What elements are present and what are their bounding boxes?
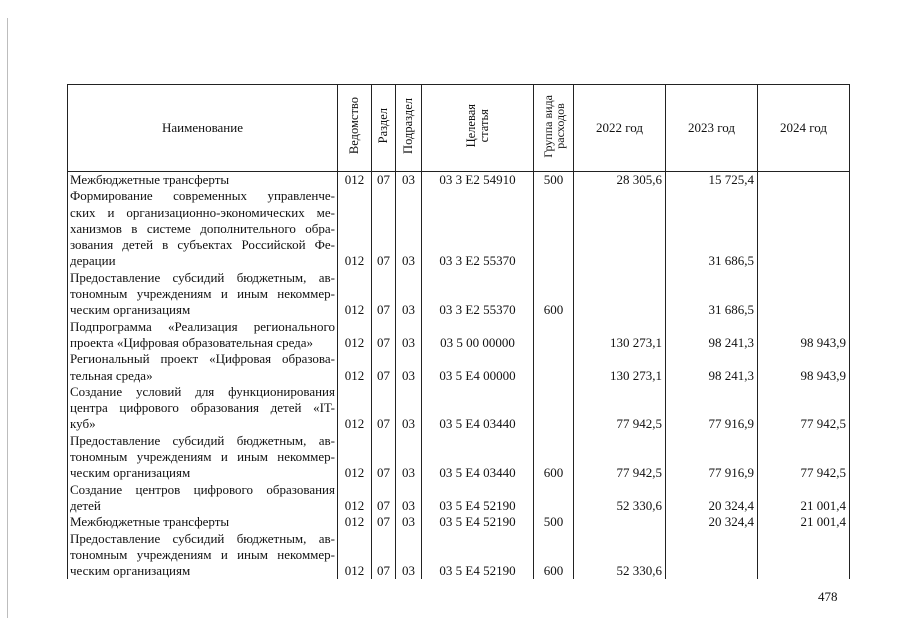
row-value-2024: 21 001,4 xyxy=(758,482,850,515)
row-celevaya-statya: 03 5 E4 03440 xyxy=(422,384,534,433)
row-name-line: проекта «Цифровая образовательная среда» xyxy=(70,334,314,350)
row-value-2022: 28 305,6 xyxy=(574,172,666,189)
row-value-2022 xyxy=(574,188,666,269)
row-podrazdel: 03 xyxy=(396,384,422,433)
row-celevaya-statya: 03 3 E2 54910 xyxy=(422,172,534,189)
row-value-2024 xyxy=(758,172,850,189)
page-number: 478 xyxy=(818,589,838,604)
row-razdel: 07 xyxy=(372,482,396,515)
row-gruppa-rashodov xyxy=(534,188,574,269)
header-gruppa-rashodov: Группа вида расходов xyxy=(534,85,574,172)
row-podrazdel: 03 xyxy=(396,433,422,482)
row-value-2022: 77 942,5 xyxy=(574,433,666,482)
row-value-2022: 77 942,5 xyxy=(574,384,666,433)
scan-edge-line xyxy=(7,18,8,618)
row-name-line: Создание центров цифрового образования xyxy=(70,481,335,497)
row-value-2022: 52 330,6 xyxy=(574,482,666,515)
row-razdel: 07 xyxy=(372,172,396,189)
row-name xyxy=(68,319,338,352)
row-value-2022: 52 330,6 xyxy=(574,531,666,580)
row-gruppa-rashodov: 500 xyxy=(534,514,574,530)
row-value-2023: 98 241,3 xyxy=(666,319,758,352)
row-value-2024: 98 943,9 xyxy=(758,351,850,384)
row-name-line: Межбюджетные трансферты xyxy=(70,514,230,530)
row-name-line: Региональный проект «Цифровая образова- xyxy=(70,351,335,367)
row-vedomstvo: 012 xyxy=(338,188,372,269)
header-2023: 2023 год xyxy=(666,85,758,172)
row-name-line: ских и организационно-экономических ме- xyxy=(70,204,335,220)
row-value-2024: 98 943,9 xyxy=(758,319,850,352)
header-podrazdel: Подраздел xyxy=(396,85,422,172)
row-celevaya-statya: 03 5 00 00000 xyxy=(422,319,534,352)
row-vedomstvo: 012 xyxy=(338,531,372,580)
row-name xyxy=(68,433,338,482)
row-name-line: тельная среда» xyxy=(70,367,153,383)
row-name xyxy=(68,482,338,515)
table-row xyxy=(68,384,850,433)
header-razdel: Раздел xyxy=(372,85,396,172)
row-podrazdel: 03 xyxy=(396,351,422,384)
row-podrazdel: 03 xyxy=(396,531,422,580)
header-celevaya-statya: Целевая статья xyxy=(422,85,534,172)
row-vedomstvo: 012 xyxy=(338,351,372,384)
row-name-line: детей xyxy=(70,497,101,513)
table-row xyxy=(68,351,850,384)
row-value-2022: 130 273,1 xyxy=(574,351,666,384)
row-name-line: тономным учреждениям и иным некоммер- xyxy=(70,286,335,302)
row-name xyxy=(68,270,338,319)
row-razdel: 07 xyxy=(372,384,396,433)
row-vedomstvo: 012 xyxy=(338,384,372,433)
row-gruppa-rashodov xyxy=(534,384,574,433)
row-celevaya-statya: 03 5 E4 00000 xyxy=(422,351,534,384)
row-gruppa-rashodov: 600 xyxy=(534,433,574,482)
row-value-2024 xyxy=(758,531,850,580)
row-celevaya-statya: 03 5 E4 52190 xyxy=(422,482,534,515)
header-2022: 2022 год xyxy=(574,85,666,172)
row-value-2022: 130 273,1 xyxy=(574,319,666,352)
row-name xyxy=(68,188,338,269)
table-row xyxy=(68,433,850,482)
row-value-2023: 20 324,4 xyxy=(666,482,758,515)
header-2024: 2024 год xyxy=(758,85,850,172)
row-razdel: 07 xyxy=(372,514,396,530)
row-value-2024: 21 001,4 xyxy=(758,514,850,530)
row-vedomstvo: 012 xyxy=(338,482,372,515)
row-value-2024: 77 942,5 xyxy=(758,384,850,433)
row-gruppa-rashodov xyxy=(534,351,574,384)
table-row xyxy=(68,172,850,189)
row-podrazdel: 03 xyxy=(396,319,422,352)
row-name-line: зования детей в субъектах Российской Фе- xyxy=(70,237,335,253)
row-razdel: 07 xyxy=(372,351,396,384)
row-razdel: 07 xyxy=(372,531,396,580)
row-value-2022 xyxy=(574,270,666,319)
row-name-line: центра цифрового образования детей «IT- xyxy=(70,400,335,416)
row-name-line: Межбюджетные трансферты xyxy=(70,172,230,187)
row-value-2024 xyxy=(758,270,850,319)
row-gruppa-rashodov: 600 xyxy=(534,531,574,580)
row-name-line: Формирование современных управленче- xyxy=(70,188,335,204)
row-name xyxy=(68,172,338,189)
row-podrazdel: 03 xyxy=(396,270,422,319)
row-value-2023: 77 916,9 xyxy=(666,384,758,433)
row-podrazdel: 03 xyxy=(396,514,422,530)
header-name: Наименование xyxy=(68,85,338,172)
row-name xyxy=(68,531,338,580)
row-razdel: 07 xyxy=(372,270,396,319)
row-podrazdel: 03 xyxy=(396,188,422,269)
table-row xyxy=(68,514,850,530)
row-name-line: дерации xyxy=(70,253,116,269)
table-row xyxy=(68,319,850,352)
row-name xyxy=(68,351,338,384)
row-name-line: ческим организациям xyxy=(70,465,191,481)
header-vedomstvo: Ведомство xyxy=(338,85,372,172)
row-value-2023: 77 916,9 xyxy=(666,433,758,482)
row-name-line: Предоставление субсидий бюджетным, ав- xyxy=(70,269,335,285)
row-razdel: 07 xyxy=(372,188,396,269)
row-celevaya-statya: 03 5 E4 52190 xyxy=(422,514,534,530)
row-value-2023: 31 686,5 xyxy=(666,188,758,269)
table-row xyxy=(68,531,850,580)
row-name-line: тономным учреждениям и иным некоммер- xyxy=(70,449,335,465)
row-name-line: ческим организациям xyxy=(70,302,191,318)
row-vedomstvo: 012 xyxy=(338,270,372,319)
row-celevaya-statya: 03 5 E4 03440 xyxy=(422,433,534,482)
row-value-2023 xyxy=(666,531,758,580)
row-value-2023: 31 686,5 xyxy=(666,270,758,319)
row-value-2023: 98 241,3 xyxy=(666,351,758,384)
row-razdel: 07 xyxy=(372,433,396,482)
row-gruppa-rashodov xyxy=(534,319,574,352)
row-vedomstvo: 012 xyxy=(338,319,372,352)
row-value-2024: 77 942,5 xyxy=(758,433,850,482)
row-gruppa-rashodov xyxy=(534,482,574,515)
row-value-2024 xyxy=(758,188,850,269)
row-name-line: ханизмов в системе дополнительного обра- xyxy=(70,220,335,236)
row-value-2022 xyxy=(574,514,666,530)
row-vedomstvo: 012 xyxy=(338,172,372,189)
table-row xyxy=(68,188,850,269)
row-gruppa-rashodov: 500 xyxy=(534,172,574,189)
table-body xyxy=(68,172,850,580)
row-gruppa-rashodov: 600 xyxy=(534,270,574,319)
row-celevaya-statya: 03 5 E4 52190 xyxy=(422,531,534,580)
row-name-line: ческим организациям xyxy=(70,563,191,579)
budget-table xyxy=(67,84,850,579)
table-header xyxy=(68,85,850,172)
row-vedomstvo: 012 xyxy=(338,433,372,482)
row-celevaya-statya: 03 3 E2 55370 xyxy=(422,270,534,319)
table-row xyxy=(68,270,850,319)
row-name-line: Создание условий для функционирования xyxy=(70,383,335,399)
row-name xyxy=(68,514,338,530)
row-name-line: куб» xyxy=(70,416,96,432)
row-podrazdel: 03 xyxy=(396,172,422,189)
row-name-line: тономным учреждениям и иным некоммер- xyxy=(70,546,335,562)
row-podrazdel: 03 xyxy=(396,482,422,515)
row-name-line: Подпрограмма «Реализация регионального xyxy=(70,318,335,334)
row-value-2023: 20 324,4 xyxy=(666,514,758,530)
row-vedomstvo: 012 xyxy=(338,514,372,530)
row-razdel: 07 xyxy=(372,319,396,352)
row-celevaya-statya: 03 3 E2 55370 xyxy=(422,188,534,269)
row-name-line: Предоставление субсидий бюджетным, ав- xyxy=(70,432,335,448)
row-name xyxy=(68,384,338,433)
row-name-line: Предоставление субсидий бюджетным, ав- xyxy=(70,530,335,546)
row-value-2023: 15 725,4 xyxy=(666,172,758,189)
table-row xyxy=(68,482,850,515)
